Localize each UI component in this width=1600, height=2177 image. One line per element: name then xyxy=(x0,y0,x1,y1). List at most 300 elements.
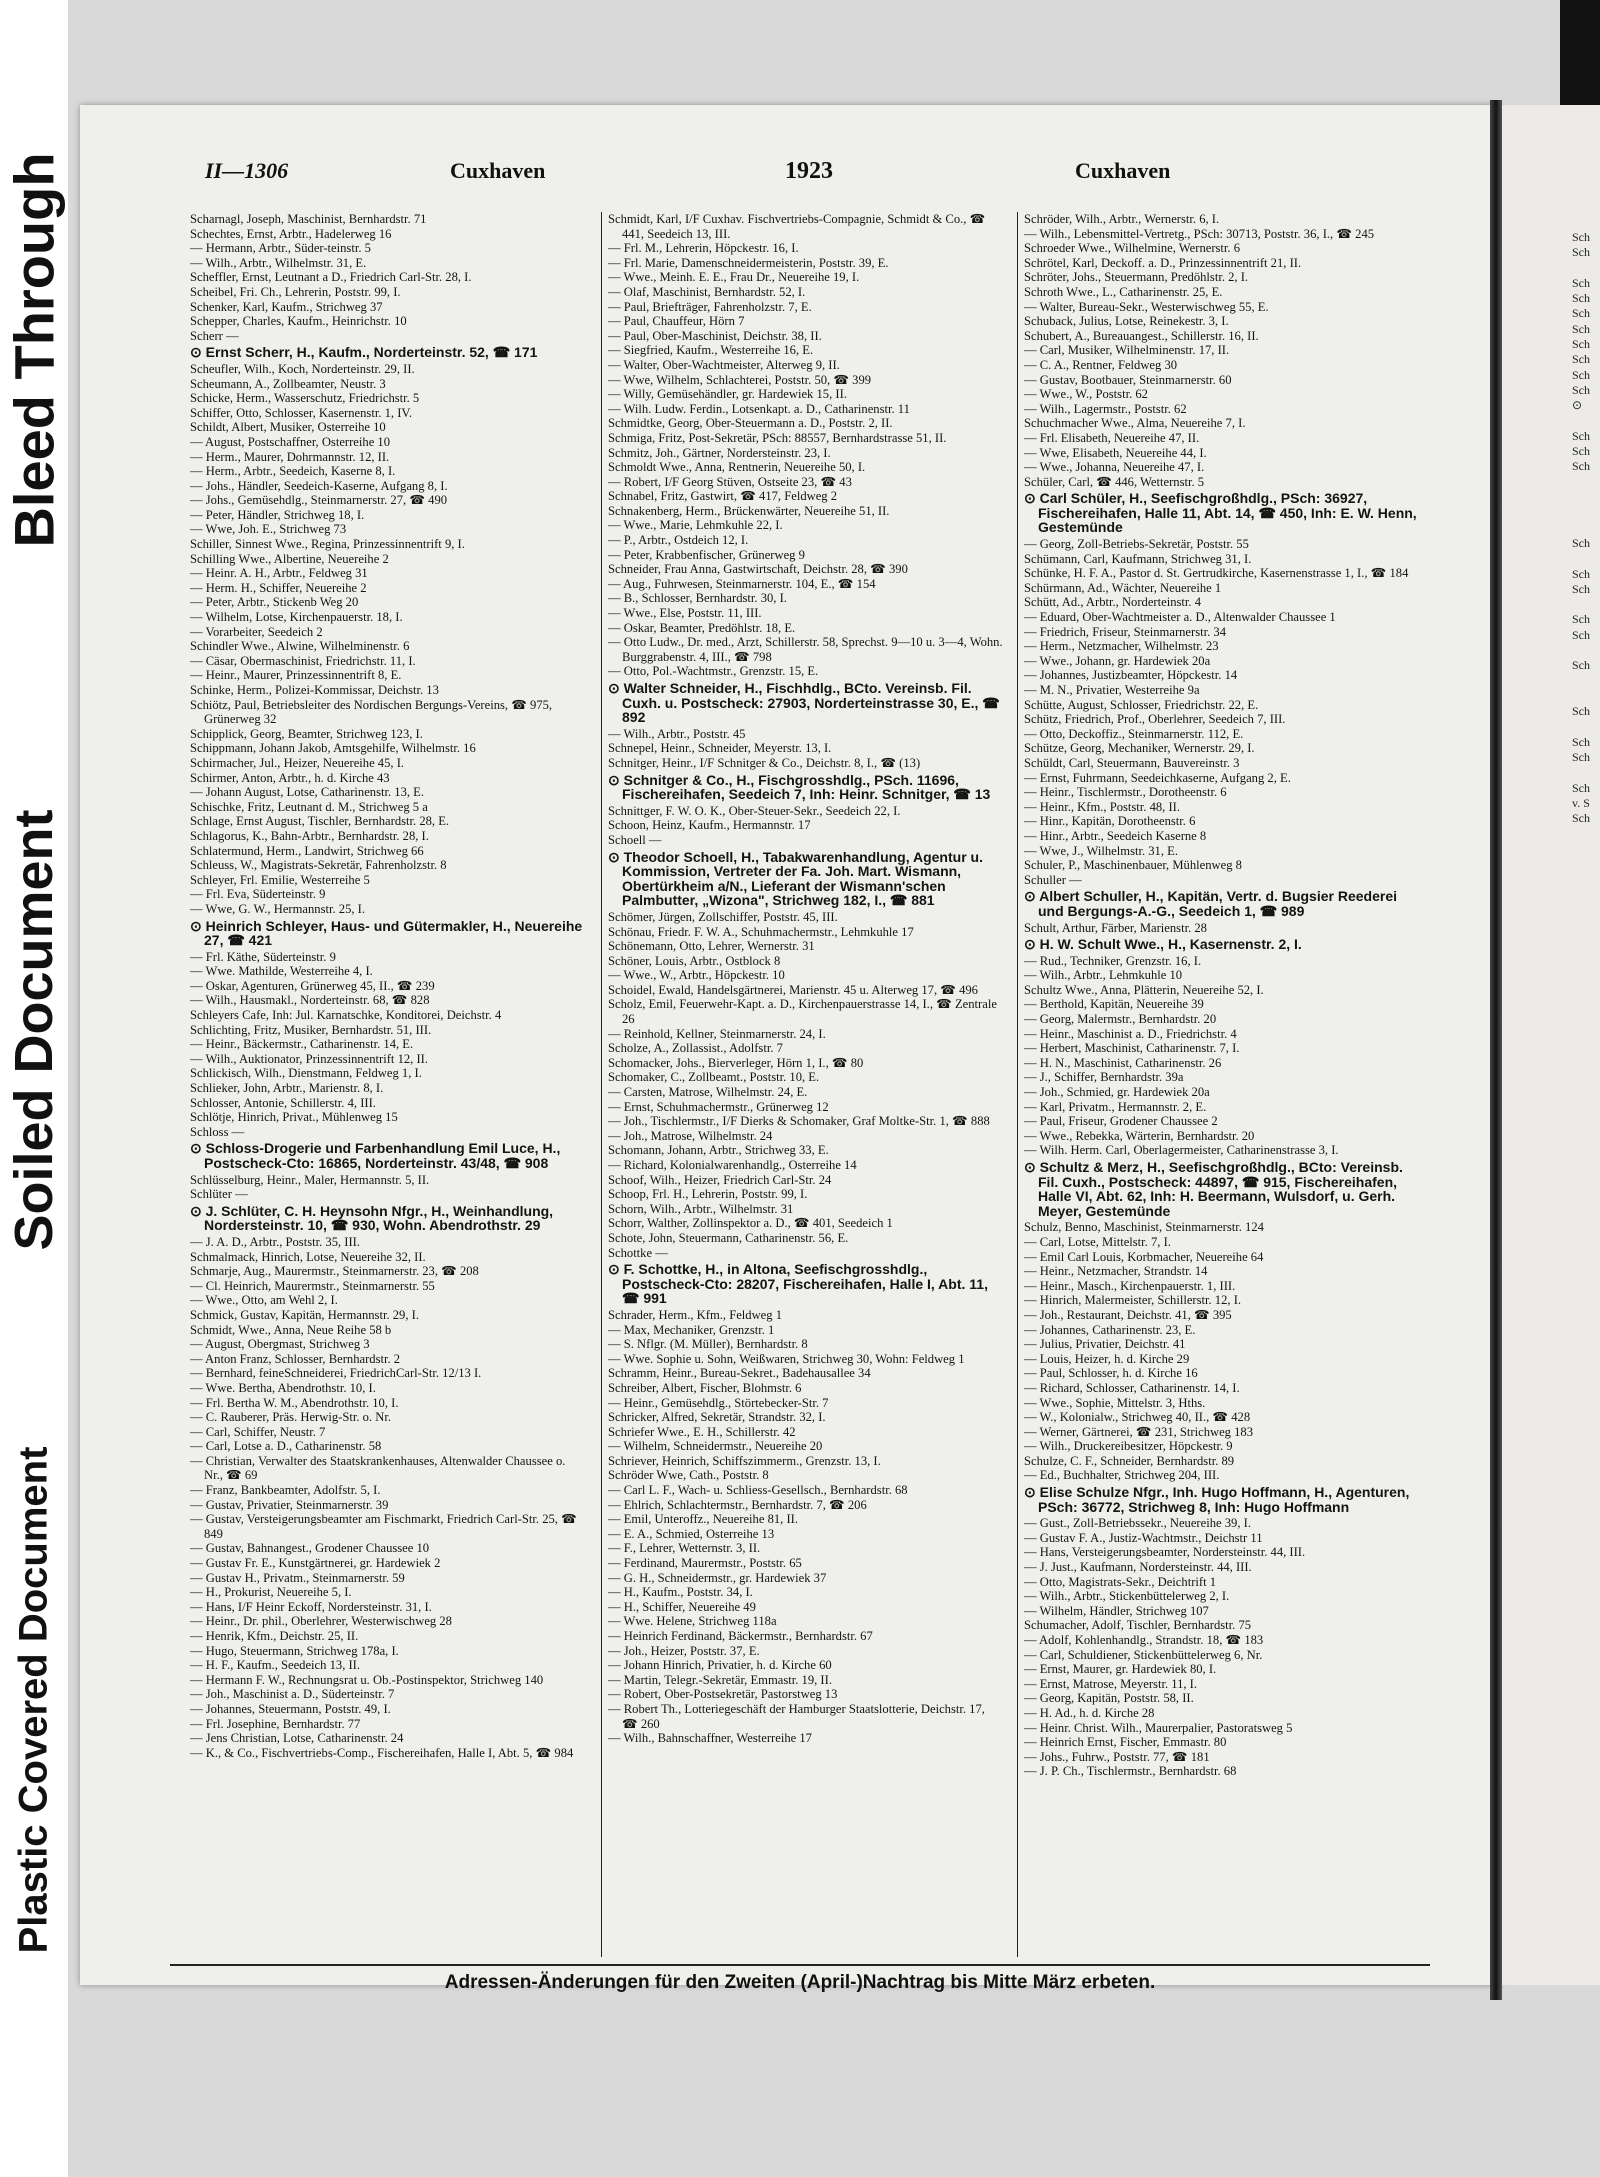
directory-entry: Schindler Wwe., Alwine, Wilhelminenstr. 6 xyxy=(190,639,410,654)
directory-entry: — Joh., Maschinist a. D., Süderteinstr. 7 xyxy=(190,1687,395,1702)
directory-entry: — Aug., Fuhrwesen, Steinmarnerstr. 104, E., ☎ 154 xyxy=(608,576,876,591)
directory-entry: — Carl, Schuldiener, Stickenbüttelerweg 6, Nr. xyxy=(1024,1647,1263,1662)
directory-entry: — Robert, I/F Georg Stüven, Ostseite 23, ☎ 43 xyxy=(608,474,852,489)
directory-entry: Schmiga, Fritz, Post-Sekretär, PSch: 88557, Bernhardstrasse 51, II. xyxy=(608,430,947,445)
directory-entry: Schechtes, Ernst, Arbtr., Hadelerweg 16 xyxy=(190,226,392,241)
margin-name-fragment: Sch xyxy=(1572,367,1590,382)
directory-entry: Schmalmack, Hinrich, Lotse, Neuereihe 32, II. xyxy=(190,1249,426,1264)
directory-entry: Schünke, H. F. A., Pastor d. St. Gertrudkirche, Kasernenstrasse 1, I., ☎ 184 xyxy=(1024,566,1409,581)
directory-entry: — Wilh. Ludw. Ferdin., Lotsenkapt. a. D., Catharinenstr. 11 xyxy=(608,401,910,416)
directory-entry: — H. N., Maschinist, Catharinenstr. 26 xyxy=(1024,1055,1222,1070)
directory-entry: — Gustav F. A., Justiz-Wachtmstr., Deichstr 11 xyxy=(1024,1530,1263,1545)
margin-name-fragment: Sch xyxy=(1572,581,1590,596)
directory-entry: — Wilh., Lebensmittel-Vertretg., PSch: 30713, Poststr. 36, I., ☎ 245 xyxy=(1024,226,1375,241)
directory-entry: — Hans, I/F Heinr Eckoff, Nordersteinstr. 31, I. xyxy=(190,1599,432,1614)
directory-entry: Scheumann, A., Zollbeamter, Neustr. 3 xyxy=(190,376,386,391)
directory-entry: — C. A., Rentner, Feldweg 30 xyxy=(1024,357,1178,372)
margin-name-fragment: Sch xyxy=(1572,428,1590,443)
directory-entry: — Joh., Schmied, gr. Hardewiek 20a xyxy=(1024,1085,1210,1100)
directory-entry: — E. A., Schmied, Osterreihe 13 xyxy=(608,1526,775,1541)
directory-entry: Schmarje, Aug., Maurermstr., Steinmarnerstr. 23, ☎ 208 xyxy=(190,1264,479,1279)
directory-column-1 xyxy=(190,212,585,1952)
directory-entry: — Frl. Bertha W. M., Abendrothstr. 10, I. xyxy=(190,1395,399,1410)
directory-entry: Schümann, Carl, Kaufmann, Strichweg 31, I. xyxy=(1024,551,1252,566)
directory-entry: — Heinr. Christ. Wilh., Maurerpalier, Pastoratsweg 5 xyxy=(1024,1720,1293,1735)
directory-entry: Schmidt, Karl, I/F Cuxhav. Fischvertriebs-Compagnie, Schmidt & Co., ☎ 441, Seedeich 13, III. xyxy=(608,212,986,241)
directory-entry: — Franz, Bankbeamter, Adolfstr. 5, I. xyxy=(190,1483,381,1498)
directory-entry: — Wilhelm, Lotse, Kirchenpauerstr. 18, I. xyxy=(190,610,403,625)
directory-entry: Schuller — xyxy=(1024,872,1082,887)
directory-entry: Schöner, Louis, Arbtr., Ostblock 8 xyxy=(608,953,781,968)
directory-entry: Schreiber, Albert, Fischer, Blohmstr. 6 xyxy=(608,1380,802,1395)
directory-entry: — Wwe., Else, Poststr. 11, III. xyxy=(608,606,762,621)
directory-entry: Schultz Wwe., Anna, Plätterin, Neuereihe 52, I. xyxy=(1024,982,1264,997)
directory-entry: — Ed., Buchhalter, Strichweg 204, III. xyxy=(1024,1468,1220,1483)
directory-entry: — Paul, Schlosser, h. d. Kirche 16 xyxy=(1024,1366,1198,1381)
firm-entry: ⊙ Theodor Schoell, H., Tabakwarenhandlung, Agentur u. Kommission, Vertreter der Fa. Joh. Mart. Wismann, Obertürkheim a/N., Lieferant der Wismann'schen Palmbutter, „Wizona", Strichweg 182, I., ☎ 881 xyxy=(608,848,983,909)
directory-entry: Schoon, Heinz, Kaufm., Hermannstr. 17 xyxy=(608,818,811,833)
directory-entry: — Oskar, Beamter, Predöhlstr. 18, E. xyxy=(608,620,796,635)
firm-entry: ⊙ Schloss-Drogerie und Farbenhandlung Emil Luce, H., Postscheck-Cto: 16865, Norderteinstr. 43/48, ☎ 908 xyxy=(190,1140,561,1171)
directory-entry: — Walter, Bureau-Sekr., Westerwischweg 55, E. xyxy=(1024,299,1269,314)
directory-entry: Schrader, Herm., Kfm., Feldweg 1 xyxy=(608,1307,783,1322)
column-divider xyxy=(1017,212,1018,1957)
directory-entry: Schepper, Charles, Kaufm., Heinrichstr. 10 xyxy=(190,314,407,329)
directory-entry: — Wilh., Arbtr., Stickenbüttelerweg 2, I. xyxy=(1024,1589,1230,1604)
directory-entry: — Wilh., Druckereibesitzer, Höpckestr. 9 xyxy=(1024,1439,1233,1454)
directory-entry: — Wwe., Rebekka, Wärterin, Bernhardstr. 20 xyxy=(1024,1128,1255,1143)
plastic-covered-label: Plastic Covered Document xyxy=(11,1446,56,1954)
directory-entry: — Heinr., Maurer, Prinzessinnentrift 8, E. xyxy=(190,668,402,683)
directory-entry: — Heinr., Bäckermstr., Catharinenstr. 14, E. xyxy=(190,1037,414,1052)
directory-entry: — Frl. Elisabeth, Neuereihe 47, II. xyxy=(1024,430,1200,445)
directory-entry: — Georg, Kapitän, Poststr. 58, II. xyxy=(1024,1691,1194,1706)
directory-entry: — Anton Franz, Schlosser, Bernhardstr. 2 xyxy=(190,1351,401,1366)
directory-entry: — Carl, Lotse a. D., Catharinenstr. 58 xyxy=(190,1439,382,1454)
directory-entry: — Wwe., Johann, gr. Hardewiek 20a xyxy=(1024,653,1211,668)
page-title-right: Cuxhaven xyxy=(1075,158,1171,183)
directory-entry: — Gustav H., Privatm., Steinmarnerstr. 59 xyxy=(190,1570,405,1585)
margin-name-fragment: Sch xyxy=(1572,275,1590,290)
directory-column-3 xyxy=(1024,212,1419,1952)
directory-entry: Schriefer Wwe., E. H., Schillerstr. 42 xyxy=(608,1424,796,1439)
directory-entry: — Wwe, J., Wilhelmstr. 31, E. xyxy=(1024,843,1178,858)
directory-entry: Schnabel, Fritz, Gastwirt, ☎ 417, Feldweg 2 xyxy=(608,489,838,504)
margin-name-fragment: Sch xyxy=(1572,658,1590,673)
directory-entry: Schinke, Herm., Polizei-Kommissar, Deichstr. 13 xyxy=(190,683,439,697)
directory-entry: — Carl L. F., Wach- u. Schliess-Gesellsch., Bernhardstr. 68 xyxy=(608,1483,908,1498)
firm-entry: ⊙ Schultz & Merz, H., Seefischgroßhdlg., BCto: Vereinsb. Fil. Cuxh., Postscheck: 44897, ☎ 915, Fischereihafen, Halle VI, Abt. 62, Inh: H. Beermann, Wulsdorf, u. Gerh. Meyer, Gestemünde xyxy=(1024,1159,1403,1219)
directory-entry: — Karl, Privatm., Hermannstr. 2, E. xyxy=(1024,1099,1207,1114)
directory-entry: — Wwe, Wilhelm, Schlachterei, Poststr. 50, ☎ 399 xyxy=(608,372,872,387)
firm-entry: ⊙ Albert Schuller, H., Kapitän, Vertr. d. Bugsier Reederei und Bergungs-A.-G., Seedeich 1, ☎ 989 xyxy=(1024,888,1397,919)
directory-entry: Schleuss, W., Magistrats-Sekretär, Fahrenholzstr. 8 xyxy=(190,858,447,873)
directory-entry: — Walter, Ober-Wachtmeister, Alterweg 9, II. xyxy=(608,357,840,372)
directory-entry: Schnakenberg, Herm., Brückenwärter, Neuereihe 51, II. xyxy=(608,503,890,518)
directory-entry: — Wwe., Marie, Lehmkuhle 22, I. xyxy=(608,518,783,533)
directory-entry: — Johs., Gemüsehdlg., Steinmarnerstr. 27, ☎ 490 xyxy=(190,493,448,508)
directory-entry: Schnitger, Heinr., I/F Schnitger & Co., Deichstr. 8, I., ☎ (13) xyxy=(608,755,921,770)
margin-name-fragment: Sch xyxy=(1572,337,1590,352)
directory-entry: — Heinr., Netzmacher, Strandstr. 14 xyxy=(1024,1264,1208,1279)
directory-entry: — Ferdinand, Maurermstr., Poststr. 65 xyxy=(608,1556,802,1571)
directory-entry: Schuback, Julius, Lotse, Reinekestr. 3, I. xyxy=(1024,314,1229,329)
directory-entry: — Georg, Malermstr., Bernhardstr. 20 xyxy=(1024,1012,1217,1027)
margin-name-fragment: Sch xyxy=(1572,566,1590,581)
directory-entry: — Johannes, Justizbeamter, Höpckestr. 14 xyxy=(1024,668,1238,683)
directory-entry: Schloss — xyxy=(190,1124,245,1139)
directory-entry: — Oskar, Agenturen, Grünerweg 45, II., ☎ 239 xyxy=(190,978,435,993)
directory-entry: Schirmacher, Jul., Heizer, Neuereihe 45, I. xyxy=(190,755,405,770)
directory-entry: Scharnagl, Joseph, Maschinist, Bernhardstr. 71 xyxy=(190,212,427,226)
directory-entry: Schneider, Frau Anna, Gastwirtschaft, Deichstr. 28, ☎ 390 xyxy=(608,562,908,577)
directory-entry: — Werner, Gärtnerei, ☎ 231, Strichweg 183 xyxy=(1024,1424,1254,1439)
page-title-left: Cuxhaven xyxy=(450,158,546,183)
directory-entry: Schleyer, Frl. Emilie, Westerreihe 5 xyxy=(190,872,370,887)
firm-entry: ⊙ F. Schottke, H., in Altona, Seefischgrosshdlg., Postscheck-Cto: 28207, Fischereihafen, Halle I, Abt. 11, ☎ 991 xyxy=(608,1261,988,1307)
directory-entry: Schomaker, C., Zollbeamt., Poststr. 10, E. xyxy=(608,1070,820,1085)
directory-entry: — Wilh., Auktionator, Prinzessinnentrift 12, II. xyxy=(190,1051,429,1066)
margin-name-fragment xyxy=(1572,505,1600,520)
directory-entry: — Paul, Chauffeur, Hörn 7 xyxy=(608,314,745,329)
next-page-margin-names xyxy=(1572,230,1600,827)
firm-entry: ⊙ Heinrich Schleyer, Haus- und Gütermakler, H., Neuereihe 27, ☎ 421 xyxy=(190,917,583,949)
directory-entry: — Hermann, Arbtr., Süder-teinstr. 5 xyxy=(190,241,371,256)
directory-entry: — Wwe., W., Arbtr., Höpckestr. 10 xyxy=(608,968,785,983)
directory-entry: Schicke, Herm., Wasserschutz, Friedrichstr. 5 xyxy=(190,391,420,406)
footer-rule xyxy=(170,1964,1430,1966)
directory-entry: — C. Rauberer, Präs. Herwig-Str. o. Nr. xyxy=(190,1410,391,1425)
directory-entry: Schomacker, Johs., Bierverleger, Hörn 1, I., ☎ 80 xyxy=(608,1055,864,1070)
directory-entry: Schröder Wwe, Cath., Poststr. 8 xyxy=(608,1468,769,1483)
directory-entry: — Richard, Schlosser, Catharinenstr. 14, I. xyxy=(1024,1380,1240,1395)
directory-entry: — Gustav, Versteigerungsbeamter am Fischmarkt, Friedrich Carl-Str. 25, ☎ 849 xyxy=(190,1512,577,1541)
margin-name-fragment: Sch xyxy=(1572,352,1590,367)
directory-entry: Schlüsselburg, Heinr., Maler, Hermannstr. 5, II. xyxy=(190,1172,430,1187)
directory-entry: — Wwe. Mathilde, Westerreihe 4, I. xyxy=(190,964,373,979)
directory-entry: Schlüter — xyxy=(190,1187,248,1202)
directory-entry: Schönau, Friedr. F. W. A., Schuhmachermstr., Lehmkuhle 17 xyxy=(608,924,914,939)
margin-name-fragment: Sch xyxy=(1572,382,1590,397)
directory-entry: — Gustav Fr. E., Kunstgärtnerei, gr. Hardewiek 2 xyxy=(190,1556,441,1571)
directory-entry: Schlatermund, Herm., Landwirt, Strichweg 66 xyxy=(190,843,424,858)
firm-entry: ⊙ Elise Schulze Nfgr., Inh. Hugo Hoffmann, H., Agenturen, PSch: 36772, Strichweg 8, Inh: Hugo Hoffmann xyxy=(1024,1484,1410,1515)
directory-entry: Scheufler, Wilh., Koch, Norderteinstr. 29, II. xyxy=(190,361,415,376)
directory-entry: — Heinrich Ernst, Fischer, Emmastr. 80 xyxy=(1024,1735,1227,1750)
directory-entry: Schlichting, Fritz, Musiker, Bernhardstr. 51, III. xyxy=(190,1022,432,1037)
directory-entry: — M. N., Privatier, Westerreihe 9a xyxy=(1024,683,1200,697)
directory-entry: Schütte, August, Schlosser, Friedrichstr. 22, E. xyxy=(1024,697,1259,712)
directory-entry: Schirmer, Anton, Arbtr., h. d. Kirche 43 xyxy=(190,770,390,785)
margin-name-fragment xyxy=(1572,551,1600,566)
directory-entry: — Frl. Eva, Süderteinstr. 9 xyxy=(190,887,326,902)
directory-entry: — Wwe., Johanna, Neuereihe 47, I. xyxy=(1024,460,1205,475)
margin-name-fragment xyxy=(1572,414,1600,429)
directory-entry: Schroth Wwe., L., Catharinenstr. 25, E. xyxy=(1024,284,1223,299)
margin-name-fragment: Sch xyxy=(1572,306,1590,321)
directory-entry: — H. F., Kaufm., Seedeich 13, II. xyxy=(190,1658,361,1673)
directory-entry: — Louis, Heizer, h. d. Kirche 29 xyxy=(1024,1351,1190,1366)
book-binding xyxy=(1490,100,1502,2000)
directory-entry: — Henrik, Kfm., Deichstr. 25, II. xyxy=(190,1629,359,1643)
directory-entry: Schütz, Friedrich, Prof., Oberlehrer, Seedeich 7, III. xyxy=(1024,712,1286,727)
directory-entry: — Heinr. A. H., Arbtr., Feldweg 31 xyxy=(190,566,368,581)
directory-entry: — Heinr., Gemüsehdlg., Störtebecker-Str. 7 xyxy=(608,1395,829,1410)
margin-name-fragment: Sch xyxy=(1572,811,1590,826)
directory-entry: — Eduard, Ober-Wachtmeister a. D., Altenwalder Chaussee 1 xyxy=(1024,610,1336,625)
directory-entry: Schipplick, Georg, Beamter, Strichweg 123, I. xyxy=(190,726,423,741)
margin-name-fragment: Sch xyxy=(1572,535,1590,550)
directory-entry: — Wwe., Otto, am Wehl 2, I. xyxy=(190,1293,338,1308)
directory-entry: — Herm., Maurer, Dohrmannstr. 12, II. xyxy=(190,449,390,464)
directory-entry: — Heinr., Kfm., Poststr. 48, II. xyxy=(1024,799,1181,814)
directory-entry: Schorr, Walther, Zollinspektor a. D., ☎ 401, Seedeich 1 xyxy=(608,1216,893,1231)
directory-entry: Schlickisch, Wilh., Dienstmann, Feldweg 1, I. xyxy=(190,1066,422,1081)
margin-name-fragment xyxy=(1572,597,1600,612)
directory-entry: — Joh., Restaurant, Deichstr. 41, ☎ 395 xyxy=(1024,1307,1232,1322)
directory-entry: — Heinr., Maschinist a. D., Friedrichstr. 4 xyxy=(1024,1026,1237,1041)
directory-entry: — Hans, Versteigerungsbeamter, Nordersteinstr. 44, III. xyxy=(1024,1545,1306,1560)
directory-entry: — W., Kolonialw., Strichweg 40, II., ☎ 428 xyxy=(1024,1410,1251,1425)
directory-entry: — Emil Carl Louis, Korbmacher, Neuereihe 64 xyxy=(1024,1249,1264,1264)
directory-entry: — Paul, Friseur, Grodener Chaussee 2 xyxy=(1024,1114,1218,1129)
scan-corner-shadow xyxy=(1560,0,1600,110)
directory-entry: Schröder, Wilh., Arbtr., Wernerstr. 6, I. xyxy=(1024,212,1220,226)
directory-entry: — Peter, Händler, Strichweg 18, I. xyxy=(190,507,365,522)
directory-entry: Scholz, Emil, Feuerwehr-Kapt. a. D., Kirchenpauerstrasse 14, I., ☎ Zentrale 26 xyxy=(608,997,997,1027)
directory-entry: Schüler, Carl, ☎ 446, Wetternstr. 5 xyxy=(1024,474,1205,489)
directory-entry: — Johannes, Steuermann, Poststr. 49, I. xyxy=(190,1701,391,1716)
directory-entry: — P., Arbtr., Ostdeich 12, I. xyxy=(608,533,749,548)
margin-name-fragment: v. S xyxy=(1572,795,1590,810)
directory-entry: Schüldt, Carl, Steuermann, Bauvereinstr. 3 xyxy=(1024,755,1240,770)
directory-entry: — Wwe. Bertha, Abendrothstr. 10, I. xyxy=(190,1380,376,1395)
margin-name-fragment: Sch xyxy=(1572,459,1590,474)
directory-entry: — Carl, Schiffer, Neustr. 7 xyxy=(190,1424,326,1439)
directory-entry: — Otto, Deckoffiz., Steinmarnerstr. 112, E. xyxy=(1024,726,1244,741)
directory-entry: — J., Schiffer, Bernhardstr. 39a xyxy=(1024,1070,1184,1085)
directory-entry: — Wwe., Meinh. E. E., Frau Dr., Neuereihe 19, I. xyxy=(608,270,860,285)
directory-entry: Schiötz, Paul, Betriebsleiter des Nordischen Bergungs-Vereins, ☎ 975, Grünerweg 32 xyxy=(190,697,553,727)
directory-entry: — Georg, Zoll-Betriebs-Sekretär, Poststr. 55 xyxy=(1024,537,1249,552)
directory-entry: Schoidel, Ewald, Handelsgärtnerei, Marienstr. 45 u. Alterweg 17, ☎ 496 xyxy=(608,982,978,997)
firm-entry: ⊙ Walter Schneider, H., Fischhdlg., BCto. Vereinsb. Fil. Cuxh. u. Postscheck: 27903, Norderteinstrasse 30, E., ☎ 892 xyxy=(608,680,1000,726)
directory-entry: — Ernst, Fuhrmann, Seedeichkaserne, Aufgang 2, E. xyxy=(1024,770,1291,785)
directory-entry: — Frl. M., Lehrerin, Höpckestr. 16, I. xyxy=(608,241,799,256)
directory-entry: Schlosser, Antonie, Schillerstr. 4, III. xyxy=(190,1095,376,1110)
directory-entry: — Herbert, Maschinist, Catharinenstr. 7, I. xyxy=(1024,1041,1240,1056)
directory-entry: — Ernst, Schuhmachermstr., Grünerweg 12 xyxy=(608,1099,829,1114)
soiled-document-label: Soiled Document xyxy=(4,809,64,1251)
margin-name-fragment: Sch xyxy=(1572,291,1590,306)
directory-entry: — Reinhold, Kellner, Steinmarnerstr. 24, I. xyxy=(608,1026,826,1041)
directory-entry: Scheffler, Ernst, Leutnant a D., Friedrich Carl-Str. 28, I. xyxy=(190,270,472,285)
directory-entry: — Johs., Fuhrw., Poststr. 77, ☎ 181 xyxy=(1024,1749,1210,1764)
directory-entry: — Johann August, Lotse, Catharinenstr. 13, E. xyxy=(190,785,425,800)
directory-entry: Schulz, Benno, Maschinist, Steinmarnerstr. 124 xyxy=(1024,1220,1264,1235)
directory-entry: Schischke, Fritz, Leutnant d. M., Strichweg 5 a xyxy=(190,799,428,814)
directory-entry: Schütt, Ad., Arbtr., Norderteinstr. 4 xyxy=(1024,595,1201,610)
footer-notice: Adressen-Änderungen für den Zweiten (April-)Nachtrag bis Mitte März erbeten. xyxy=(444,1972,1156,1993)
directory-entry: — Gustav, Privatier, Steinmarnerstr. 39 xyxy=(190,1497,389,1512)
directory-entry: — Ernst, Maurer, gr. Hardewiek 80, I. xyxy=(1024,1662,1217,1677)
directory-entry: — Hinr., Kapitän, Dorotheenstr. 6 xyxy=(1024,814,1196,829)
directory-entry: — Johannes, Catharinenstr. 23, E. xyxy=(1024,1322,1196,1337)
directory-entry: Schriever, Heinrich, Schiffszimmerm., Grenzstr. 13, I. xyxy=(608,1453,881,1468)
margin-name-fragment xyxy=(1572,643,1600,658)
directory-entry: Schnepel, Heinr., Schneider, Meyerstr. 13, I. xyxy=(608,741,832,756)
directory-entry: — Wilhelm, Händler, Strichweg 107 xyxy=(1024,1603,1209,1618)
firm-entry: ⊙ J. Schlüter, C. H. Heynsohn Nfgr., H., Weinhandlung, Nordersteinstr. 10, ☎ 930, Wohn. Abendrothstr. 29 xyxy=(190,1202,554,1234)
directory-entry: — Ernst, Matrose, Meyerstr. 11, I. xyxy=(1024,1676,1198,1691)
directory-entry: — Heinr., Tischlermstr., Dorotheenstr. 6 xyxy=(1024,785,1227,800)
directory-entry: — Wilh. Herm. Carl, Oberlagermeister, Catharinenstrasse 3, I. xyxy=(1024,1143,1339,1158)
directory-entry: — J. A. D., Arbtr., Poststr. 35, III. xyxy=(190,1234,361,1249)
directory-entry: Schröter, Johs., Steuermann, Predöhlstr. 2, I. xyxy=(1024,270,1249,285)
directory-entry: — Wilh., Arbtr., Wilhelmstr. 31, E. xyxy=(190,255,367,270)
directory-entry: — Willy, Gemüsehändler, gr. Hardewiek 15, II. xyxy=(608,387,847,402)
directory-entry: — Carl, Musiker, Wilhelminenstr. 17, II. xyxy=(1024,343,1230,358)
directory-entry: — Heinr., Dr. phil., Oberlehrer, Westerwischweg 28 xyxy=(190,1614,452,1629)
directory-entry: — H., Kaufm., Poststr. 34, I. xyxy=(608,1585,753,1600)
directory-entry: Schilling Wwe., Albertine, Neuereihe 2 xyxy=(190,551,389,566)
directory-entry: — Paul, Ober-Maschinist, Deichstr. 38, II. xyxy=(608,328,822,343)
directory-entry: — S. Nflgr. (M. Müller), Bernhardstr. 8 xyxy=(608,1337,808,1352)
directory-entry: — Hermann F. W., Rechnungsrat u. Ob.-Postinspektor, Strichweg 140 xyxy=(190,1672,544,1687)
directory-entry: — Wwe, Elisabeth, Neuereihe 44, I. xyxy=(1024,445,1207,460)
directory-entry: — Otto, Magistrats-Sekr., Deichtrift 1 xyxy=(1024,1574,1217,1589)
firm-entry: ⊙ H. W. Schult Wwe., H., Kasernenstr. 2, I. xyxy=(1024,936,1302,953)
firm-entry: ⊙ Ernst Scherr, H., Kaufm., Norderteinstr. 52, ☎ 171 xyxy=(190,344,538,361)
directory-entry: — Frl. Marie, Damenschneidermeisterin, Poststr. 39, E. xyxy=(608,255,889,270)
directory-entry: — Cäsar, Obermaschinist, Friedrichstr. 11, I. xyxy=(190,653,416,668)
directory-entry: Schoof, Wilh., Heizer, Friedrich Carl-Str. 24 xyxy=(608,1172,832,1187)
directory-entry: Schleyers Cafe, Inh: Jul. Karnatschke, Konditorei, Deichstr. 4 xyxy=(190,1008,502,1023)
directory-entry: — Wwe., W., Poststr. 62 xyxy=(1024,387,1148,402)
directory-entry: Schricker, Alfred, Sekretär, Strandstr. 32, I. xyxy=(608,1410,826,1425)
directory-entry: — Wilh., Arbtr., Lehmkuhle 10 xyxy=(1024,968,1183,983)
directory-entry: Schuchmacher Wwe., Alma, Neuereihe 7, I. xyxy=(1024,416,1246,431)
directory-entry: — Emil, Unteroffz., Neuereihe 81, II. xyxy=(608,1512,799,1527)
directory-entry: — Jens Christian, Lotse, Catharinenstr. 24 xyxy=(190,1731,404,1746)
directory-entry: — Paul, Briefträger, Fahrenholzstr. 7, E. xyxy=(608,299,812,314)
directory-entry: Schote, John, Steuermann, Catharinenstr. 56, E. xyxy=(608,1230,849,1245)
directory-entry: Schippmann, Johann Jakob, Amtsgehilfe, Wilhelmstr. 16 xyxy=(190,741,476,756)
margin-name-fragment: ⊙ xyxy=(1572,398,1583,413)
directory-entry: Schnittger, F. W. O. K., Ober-Steuer-Sekr., Seedeich 22, I. xyxy=(608,803,901,818)
directory-entry: Schiffer, Otto, Schlosser, Kasernenstr. 1, IV. xyxy=(190,405,413,420)
directory-entry: — Ehlrich, Schlachtermstr., Bernhardstr. 7, ☎ 206 xyxy=(608,1497,867,1512)
margin-name-fragment: Sch xyxy=(1572,321,1590,336)
directory-entry: Schömer, Jürgen, Zollschiffer, Poststr. 45, III. xyxy=(608,909,838,924)
directory-entry: — Hugo, Steuermann, Strichweg 178a, I. xyxy=(190,1643,399,1658)
directory-column-2 xyxy=(608,212,1003,1952)
directory-entry: — Joh., Matrose, Wilhelmstr. 24 xyxy=(608,1128,773,1143)
directory-entry: — August, Postschaffner, Osterreihe 10 xyxy=(190,434,391,449)
margin-name-fragment xyxy=(1572,765,1600,780)
directory-entry: — H., Schiffer, Neuereihe 49 xyxy=(608,1599,756,1614)
margin-name-fragment xyxy=(1572,521,1600,536)
directory-entry: — Max, Mechaniker, Grenzstr. 1 xyxy=(608,1322,775,1337)
directory-entry: — Carsten, Matrose, Wilhelmstr. 24, E. xyxy=(608,1085,808,1100)
directory-entry: Schildt, Albert, Musiker, Osterreihe 10 xyxy=(190,420,386,435)
margin-name-fragment: Sch xyxy=(1572,780,1590,795)
directory-entry: — Wilh., Arbtr., Poststr. 45 xyxy=(608,726,746,741)
directory-entry: — Christian, Verwalter des Staatskrankenhauses, Altenwalder Chaussee o. Nr., ☎ 69 xyxy=(190,1453,566,1483)
directory-entry: Schmidt, Wwe., Anna, Neue Reihe 58 b xyxy=(190,1322,392,1337)
margin-name-fragment: Sch xyxy=(1572,750,1590,765)
directory-entry: — Wilh., Bahnschaffner, Westerreihe 17 xyxy=(608,1731,812,1746)
directory-entry: Schomann, Johann, Arbtr., Strichweg 33, E. xyxy=(608,1143,829,1158)
directory-entry: Schoell — xyxy=(608,832,662,847)
margin-name-fragment xyxy=(1572,261,1600,276)
margin-name-fragment xyxy=(1572,490,1600,505)
page-year: 1923 xyxy=(785,158,833,184)
directory-entry: — Peter, Arbtr., Stickenb Weg 20 xyxy=(190,595,359,610)
directory-entry: — Wwe. Helene, Strichweg 118a xyxy=(608,1614,777,1629)
directory-entry: Schönemann, Otto, Lehrer, Wernerstr. 31 xyxy=(608,939,815,954)
directory-entry: Schlagorus, K., Bahn-Arbtr., Bernhardstr. 28, I. xyxy=(190,828,429,843)
directory-entry: — Otto, Pol.-Wachtmstr., Grenzstr. 15, E. xyxy=(608,664,819,679)
directory-entry: — J. P. Ch., Tischlermstr., Bernhardstr. 68 xyxy=(1024,1764,1237,1779)
margin-name-fragment: Sch xyxy=(1572,245,1590,260)
directory-entry: — Wwe., Sophie, Mittelstr. 3, Hths. xyxy=(1024,1395,1206,1410)
directory-entry: Schorn, Wilh., Arbtr., Wilhelmstr. 31 xyxy=(608,1201,794,1216)
directory-entry: — Bernhard, feineSchneiderei, FriedrichCarl-Str. 12/13 I. xyxy=(190,1366,482,1381)
directory-entry: — Otto Ludw., Dr. med., Arzt, Schillerstr. 58, Sprechst. 9—10 u. 3—4, Wohn. Burggrabenstr. 4, III., ☎ 798 xyxy=(608,635,1003,664)
directory-entry: Scholze, A., Zollassist., Adolfstr. 7 xyxy=(608,1041,783,1056)
directory-entry: — Wwe, G. W., Hermannstr. 25, I. xyxy=(190,901,366,916)
firm-entry: ⊙ Schnitger & Co., H., Fischgrosshdlg., PSch. 11696, Fischereihafen, Seedeich 7, Inh: Heinr. Schnitger, ☎ 13 xyxy=(608,771,991,803)
margin-name-fragment xyxy=(1572,720,1600,735)
directory-entry: Schult, Arthur, Färber, Marienstr. 28 xyxy=(1024,920,1207,935)
margin-name-fragment xyxy=(1572,475,1600,490)
directory-entry: Scheibel, Fri. Ch., Lehrerin, Poststr. 99, I. xyxy=(190,284,401,299)
directory-entry: Schuler, P., Maschinenbauer, Mühlenweg 8 xyxy=(1024,858,1242,873)
directory-entry: Schürmann, Ad., Wächter, Neuereihe 1 xyxy=(1024,580,1222,595)
directory-entry: — H., Prokurist, Neuereihe 5, I. xyxy=(190,1585,352,1600)
directory-entry: — Wilh., Hausmakl., Norderteinstr. 68, ☎ 828 xyxy=(190,993,430,1008)
directory-entry: Schmoldt Wwe., Anna, Rentnerin, Neuereihe 50, I. xyxy=(608,460,866,475)
side-labels xyxy=(0,0,68,2177)
directory-entry: Schubert, A., Bureauangest., Schillerstr. 16, II. xyxy=(1024,328,1259,343)
directory-entry: — Carl, Lotse, Mittelstr. 7, I. xyxy=(1024,1234,1171,1249)
directory-entry: — J. Just., Kaufmann, Nordersteinstr. 44, III. xyxy=(1024,1560,1252,1575)
margin-name-fragment xyxy=(1572,689,1600,704)
directory-entry: — Peter, Krabbenfischer, Grünerweg 9 xyxy=(608,547,805,562)
directory-entry: Schulze, C. F., Schneider, Bernhardstr. 89 xyxy=(1024,1453,1235,1468)
directory-entry: — B., Schlosser, Bernhardstr. 30, I. xyxy=(608,591,787,606)
directory-entry: — Joh., Heizer, Poststr. 37, E. xyxy=(608,1643,760,1658)
margin-name-fragment: Sch xyxy=(1572,230,1590,244)
directory-entry: — Vorarbeiter, Seedeich 2 xyxy=(190,624,323,639)
directory-entry: — Robert, Ober-Postsekretär, Pastorstweg 13 xyxy=(608,1687,838,1702)
directory-entry: Schumacher, Adolf, Tischler, Bernhardstr. 75 xyxy=(1024,1618,1252,1633)
directory-entry: — Julius, Privatier, Deichstr. 41 xyxy=(1024,1337,1186,1352)
margin-name-fragment: Sch xyxy=(1572,444,1590,459)
directory-entry: Schottke — xyxy=(608,1245,668,1260)
directory-entry: Schlieker, John, Arbtr., Marienstr. 8, I. xyxy=(190,1081,384,1096)
directory-entry: — Adolf, Kohlenhandlg., Strandstr. 18, ☎ 183 xyxy=(1024,1633,1264,1647)
directory-entry: — Herm., Netzmacher, Wilhelmstr. 23 xyxy=(1024,639,1219,654)
margin-name-fragment: Sch xyxy=(1572,704,1590,719)
directory-entry: — Heinrich Ferdinand, Bäckermstr., Bernhardstr. 67 xyxy=(608,1629,873,1643)
page-number: II—1306 xyxy=(205,158,289,183)
directory-entry: — F., Lehrer, Wetternstr. 3, II. xyxy=(608,1541,761,1556)
directory-entry: Schenker, Karl, Kaufm., Strichweg 37 xyxy=(190,299,383,314)
directory-entry: Schroeder Wwe., Wilhelmine, Wernerstr. 6 xyxy=(1024,241,1241,256)
directory-entry: Scherr — xyxy=(190,328,239,343)
